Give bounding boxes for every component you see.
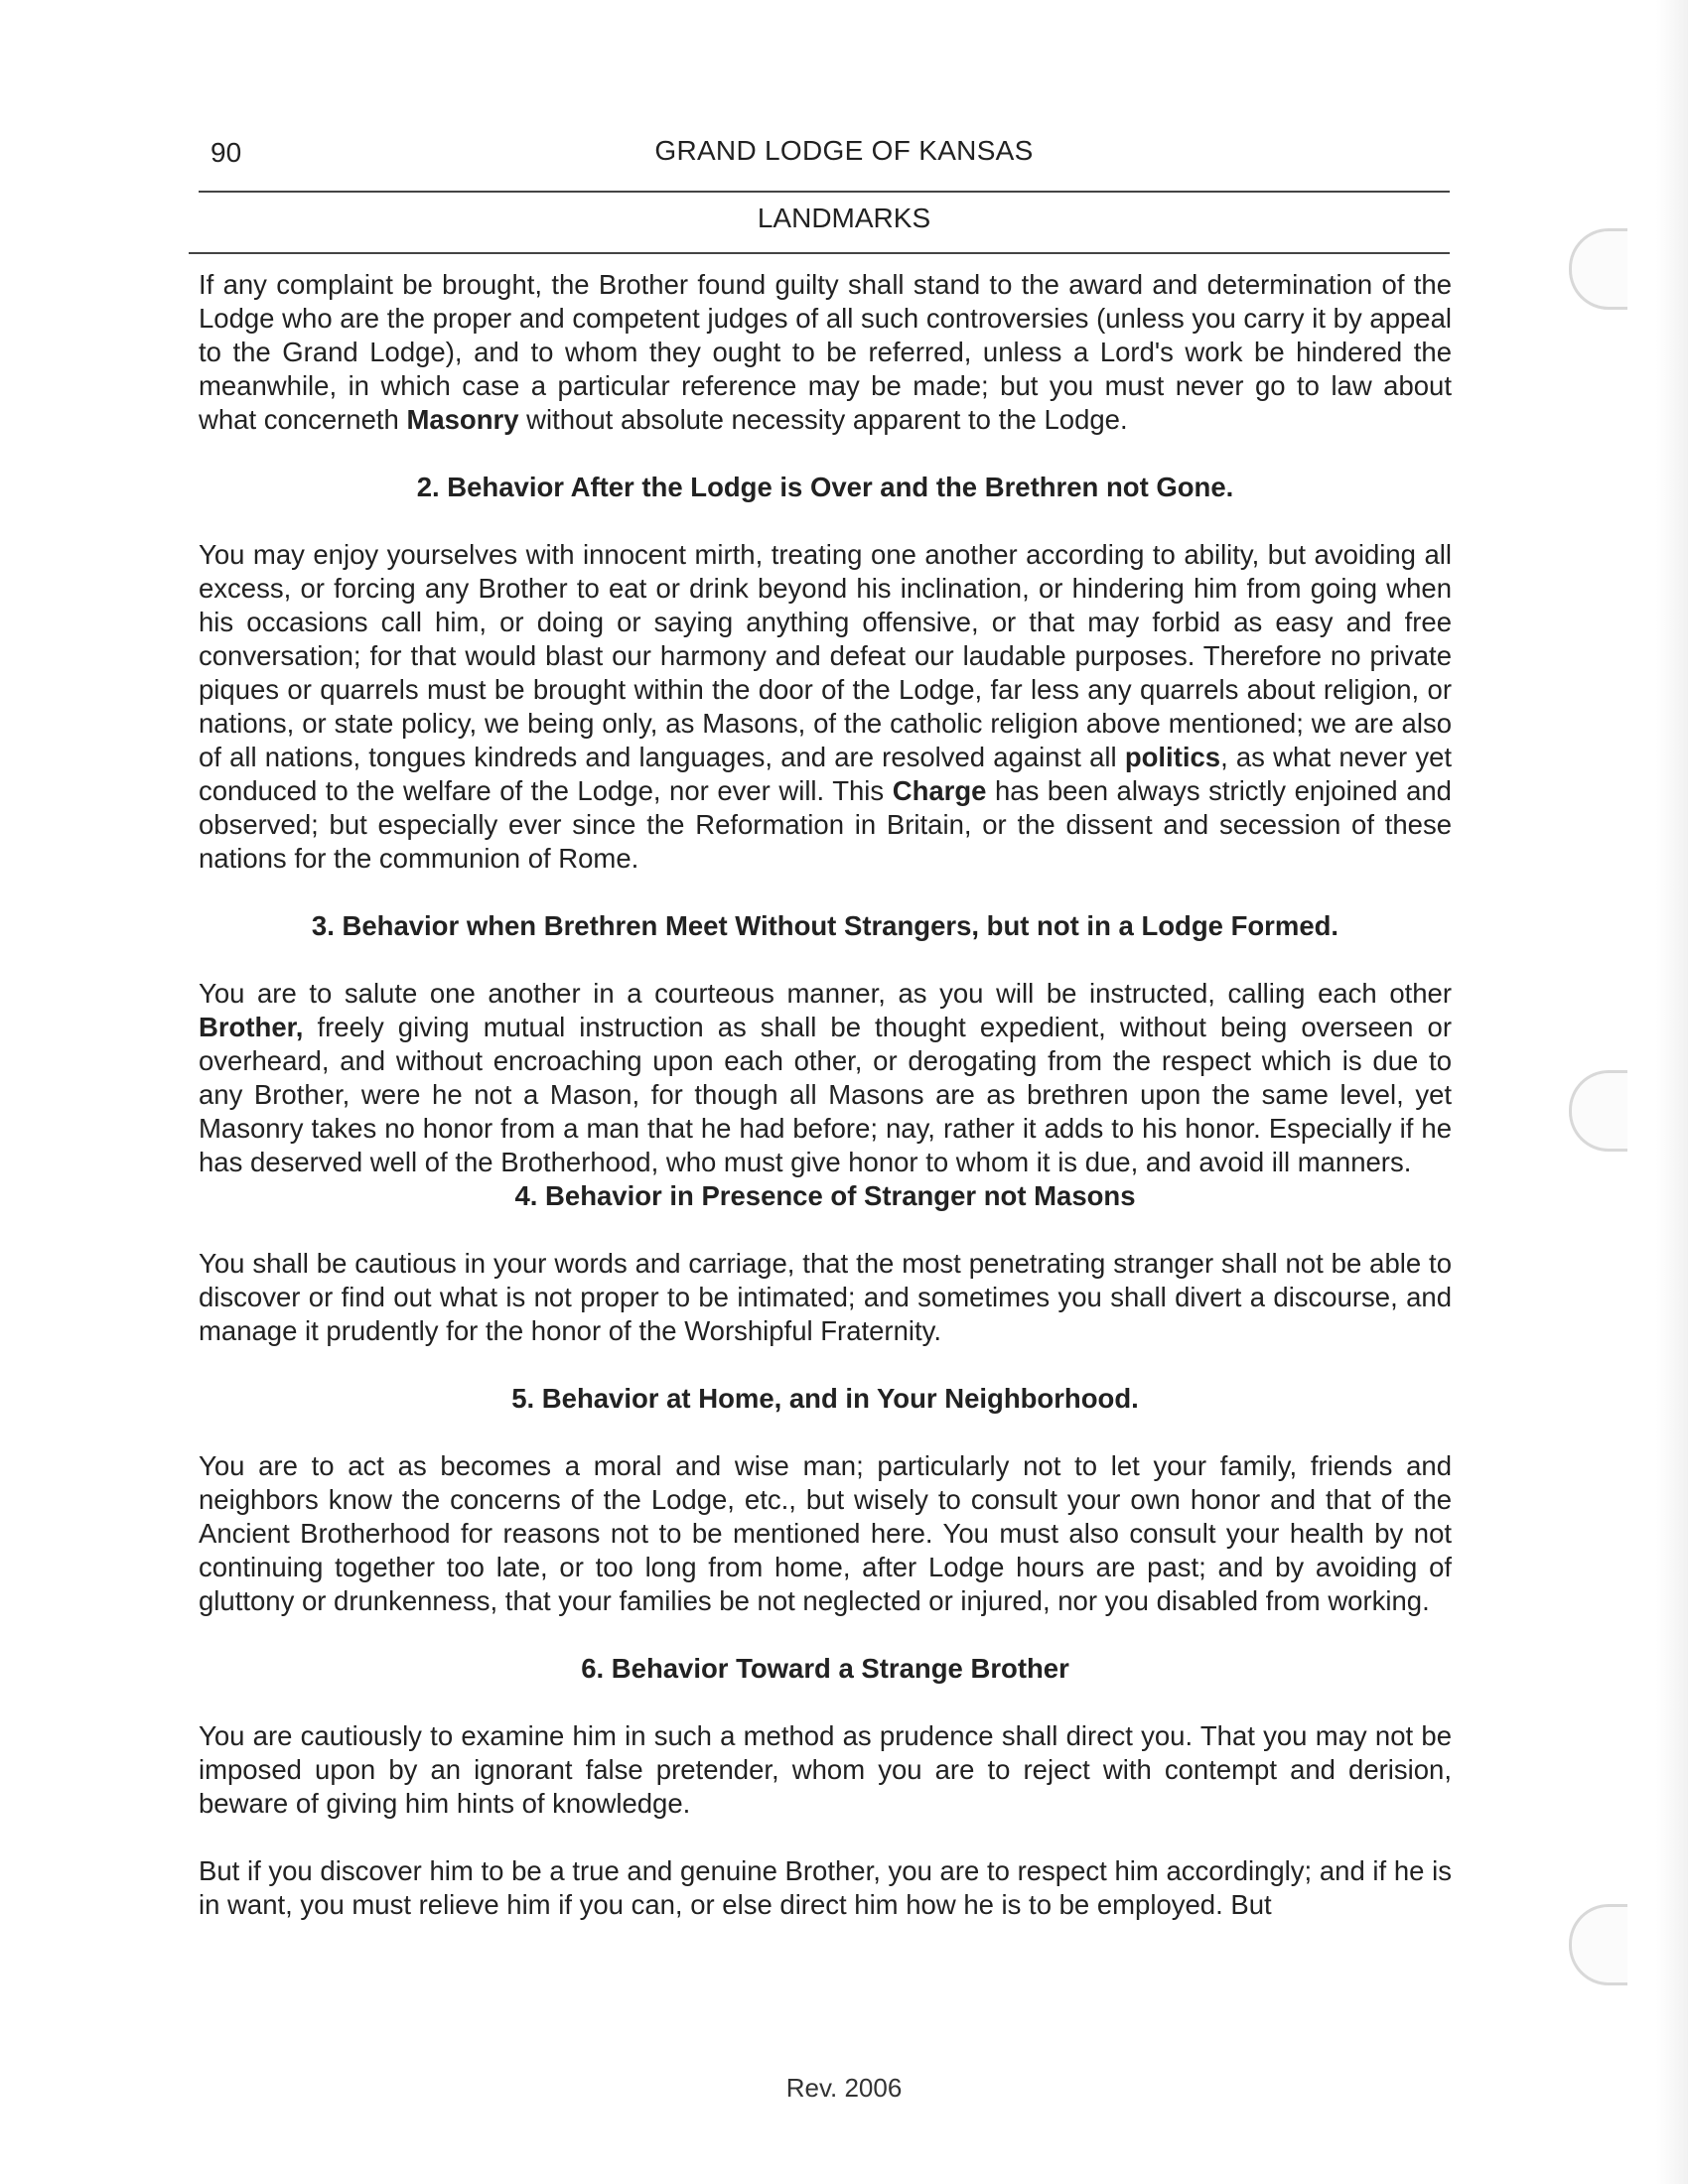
- bold-term-politics: politics: [1124, 742, 1221, 772]
- header-rule-bottom: [189, 252, 1450, 254]
- paragraph-strange-brother: You are cautiously to examine him in such a method as prudence shall direct you. That you may not be imposed upon by an ignorant false pretender, whom you are to reject with contempt and derision, beware of giving him hints of knowledge.: [199, 1720, 1452, 1819]
- paragraph-after-lodge: You may enjoy yourselves with innocent mirth, treating one another according to ability, but avoiding all excess, or forcing any Brother to eat or drink beyond his inclination, or hindering him from going when his occasions call him, or doing or saying anything offensive, or that may forbid as easy and free conversation; for that would blast our harmony and defeat our laudable purposes. Therefore no private piques or quarrels must be brought within the door of the Lodge, far less any quarrels about religion, or nations, or state policy, we being only, as Masons, of the catholic religion above mentioned; we are also of all nations, tongues kindreds and languages, and are resolved against all politics, as what never yet conduced to the welfare of the Lodge, nor ever will. This Charge has been always strictly enjoined and observed; but especially ever since the Reformation in Britain, or the dissent and secession of these nations for the communion of Rome.: [199, 539, 1453, 874]
- heading-strange-brother: 6. Behavior Toward a Strange Brother: [581, 1653, 1069, 1684]
- running-title: GRAND LODGE OF KANSAS: [654, 135, 1034, 166]
- paragraph-at-home: You are to act as becomes a moral and wise man; particularly not to let your family, friends and neighbors know the concerns of the Lodge, etc., but wisely to consult your own honor and that of the Ancient Brotherhood for reasons not to be mentioned here. You must also consult your health by not continuing together too late, or too long from home, after Lodge hours are past; and by avoiding of gluttony or drunkenness, that your families be not neglected or injured, nor you disabled from working.: [199, 1450, 1452, 1616]
- paragraph-brethren-meet: You are to salute one another in a courteous manner, as you will be instructed, calling each other Brother, freely giving mutual instruction as shall be thought expedient, without being overseen or overheard, and without encroaching upon each other, or derogating from the respect which is due to any Brother, were he not a Mason, for though all Masons are as brethren upon the same level, yet Masonry takes no honor from a man that he had before; nay, rather it adds to his honor. Especially if he has deserved well of the Brotherhood, who must give honor to whom it is due, and avoid ill manners.: [199, 978, 1452, 1177]
- heading-at-home: 5. Behavior at Home, and in Your Neighborhood.: [511, 1383, 1139, 1414]
- bold-term-brother: Brother,: [199, 1012, 304, 1042]
- bold-term-masonry: Masonry: [406, 404, 519, 435]
- paragraph-complaint: If any complaint be brought, the Brother found guilty shall stand to the award and determination of the Lodge who are the proper and competent judges of all such controversies (unless you carry it by appeal to the Grand Lodge), and to whom they ought to be referred, unless a Lord's work be hindered the meanwhile, in which case a particular reference may be made; but you must never go to law about what concerneth Masonry without absolute necessity apparent to the Lodge.: [199, 269, 1452, 435]
- section-title: LANDMARKS: [757, 203, 931, 233]
- heading-presence-of-stranger: 4. Behavior in Presence of Stranger not Masons: [514, 1180, 1136, 1211]
- heading-brethren-meet: 3. Behavior when Brethren Meet Without Strangers, but not in a Lodge Formed.: [311, 910, 1339, 941]
- bold-term-charge: Charge: [892, 775, 987, 806]
- heading-behavior-after-lodge: 2. Behavior After the Lodge is Over and the Brethren not Gone.: [416, 472, 1234, 502]
- binder-hole-top: [1569, 228, 1627, 310]
- header-rule-top: [199, 191, 1450, 193]
- page-edge-shadow: [1656, 0, 1688, 2184]
- binder-hole-bottom: [1569, 1904, 1627, 1985]
- document-body: [199, 268, 1452, 1956]
- page-number: 90: [211, 137, 242, 168]
- binder-hole-middle: [1569, 1070, 1627, 1152]
- revision-footer: Rev. 2006: [785, 2073, 903, 2103]
- paragraph-presence-of-stranger: You shall be cautious in your words and carriage, that the most penetrating stranger shall not be able to discover or find out what is not proper to be intimated; and sometimes you shall divert a discourse, and manage it prudently for the honor of the Worshipful Fraternity.: [199, 1248, 1452, 1346]
- paragraph-genuine-brother: But if you discover him to be a true and genuine Brother, you are to respect him accordingly; and if he is in want, you must relieve him if you can, or else direct him how he is to be employed. But: [199, 1855, 1452, 1920]
